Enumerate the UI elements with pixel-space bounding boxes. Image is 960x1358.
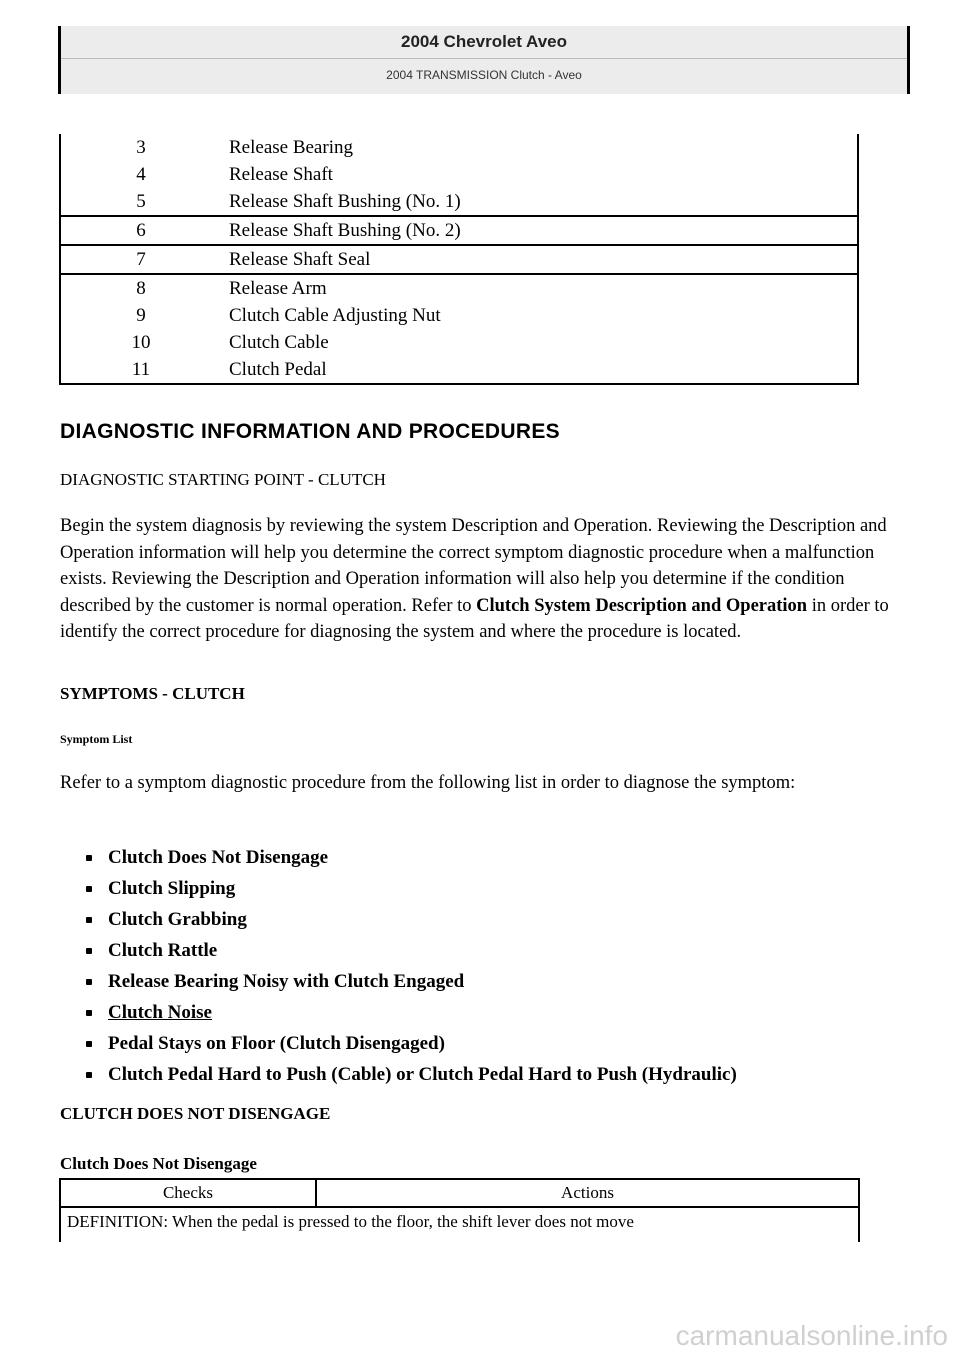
symptom-link[interactable]: Release Bearing Noisy with Clutch Engaged [108, 971, 465, 992]
symptom-link[interactable]: Clutch Grabbing [108, 909, 247, 930]
table-row [60, 188, 858, 216]
table-row [60, 245, 858, 274]
symptom-link[interactable]: Clutch Pedal Hard to Push (Cable) or Clutch Pedal Hard to Push (Hydraulic) [108, 1064, 737, 1085]
table-row [60, 356, 858, 384]
page-header [58, 26, 910, 94]
part-description: Clutch Pedal [229, 358, 327, 380]
parts-table [59, 134, 859, 385]
paragraph-text-2: in order to identify the correct procedure for diagnosing the system and where the procedure is located. [60, 595, 889, 642]
list-item[interactable] [86, 997, 737, 1028]
bullet-icon [86, 948, 92, 954]
part-description: Release Bearing [229, 136, 353, 158]
part-description: Release Shaft Seal [221, 245, 858, 274]
list-item[interactable] [86, 904, 737, 935]
symptom-list-heading: Symptom List [60, 732, 133, 746]
part-description: Clutch Cable [229, 331, 329, 353]
symptom-list [86, 842, 737, 1090]
column-header-actions: Actions [316, 1179, 859, 1207]
symptom-link[interactable]: Pedal Stays on Floor (Clutch Disengaged) [108, 1033, 445, 1054]
table-row [60, 274, 858, 302]
bullet-icon [86, 1072, 92, 1078]
table-row [60, 329, 858, 356]
symptom-link-clutch-noise[interactable]: Clutch Noise [108, 1002, 212, 1023]
part-description: Release Arm [221, 274, 858, 302]
watermark: carmanualsonline.info [675, 1320, 948, 1351]
definition-cell: DEFINITION: When the pedal is pressed to the floor, the shift lever does not move [60, 1207, 859, 1242]
starting-point-heading: DIAGNOSTIC STARTING POINT - CLUTCH [60, 470, 386, 489]
disengage-heading: CLUTCH DOES NOT DISENGAGE [60, 1104, 331, 1123]
part-number: 11 [131, 358, 151, 380]
part-description: Release Shaft [229, 163, 333, 185]
part-description: Release Shaft Bushing (No. 2) [221, 216, 858, 245]
part-number: 4 [136, 163, 146, 185]
list-item[interactable] [86, 842, 737, 873]
list-item[interactable] [86, 966, 737, 997]
list-item[interactable] [86, 1028, 737, 1059]
table-row [60, 161, 858, 188]
list-item[interactable] [86, 935, 737, 966]
paragraph-text-1: Begin the system diagnosis by reviewing the system Description and Operation. Reviewing the Description and Operation information will help you determine the correct symptom diagnostic procedure when a malfunction exists. Reviewing the Description and Operation information will also help you determine if the condition described by the customer is normal operation. Refer to [60, 516, 887, 616]
column-header-checks: Checks [60, 1179, 316, 1207]
bullet-icon [86, 917, 92, 923]
disengage-table-title: Clutch Does Not Disengage [60, 1154, 257, 1173]
symptom-link[interactable]: Clutch Rattle [108, 940, 218, 961]
bullet-icon [86, 886, 92, 892]
description-link[interactable]: Clutch System Description and Operation [476, 595, 808, 616]
part-number: 5 [136, 190, 146, 212]
bullet-icon [86, 855, 92, 861]
symptom-link[interactable]: Clutch Slipping [108, 878, 236, 899]
section-title: DIAGNOSTIC INFORMATION AND PROCEDURES [60, 420, 560, 443]
bullet-icon [86, 1041, 92, 1047]
table-row [60, 1207, 859, 1242]
table-row [60, 216, 858, 245]
diagnostic-table [59, 1178, 860, 1242]
part-description: Clutch Cable Adjusting Nut [229, 304, 441, 326]
starting-point-paragraph [60, 513, 890, 646]
part-number: 3 [136, 136, 146, 158]
part-description: Release Shaft Bushing (No. 1) [229, 190, 461, 212]
bullet-icon [86, 979, 92, 985]
table-row [60, 134, 858, 161]
bullet-icon [86, 1010, 92, 1016]
symptoms-heading: SYMPTOMS - CLUTCH [60, 684, 245, 703]
part-number: 6 [60, 216, 221, 245]
symptoms-intro: Refer to a symptom diagnostic procedure from the following list in order to diagnose the symptom: [60, 773, 796, 793]
symptom-link[interactable]: Clutch Does Not Disengage [108, 847, 329, 868]
part-number: 9 [136, 304, 146, 326]
part-number: 8 [60, 274, 221, 302]
part-number: 7 [60, 245, 221, 274]
document-title: 2004 Chevrolet Aveo [401, 32, 567, 51]
document-subtitle: 2004 TRANSMISSION Clutch - Aveo [386, 68, 582, 82]
header-divider [61, 58, 907, 59]
list-item[interactable] [86, 873, 737, 904]
list-item[interactable] [86, 1059, 737, 1090]
part-number: 10 [131, 331, 151, 353]
table-row [60, 302, 858, 329]
